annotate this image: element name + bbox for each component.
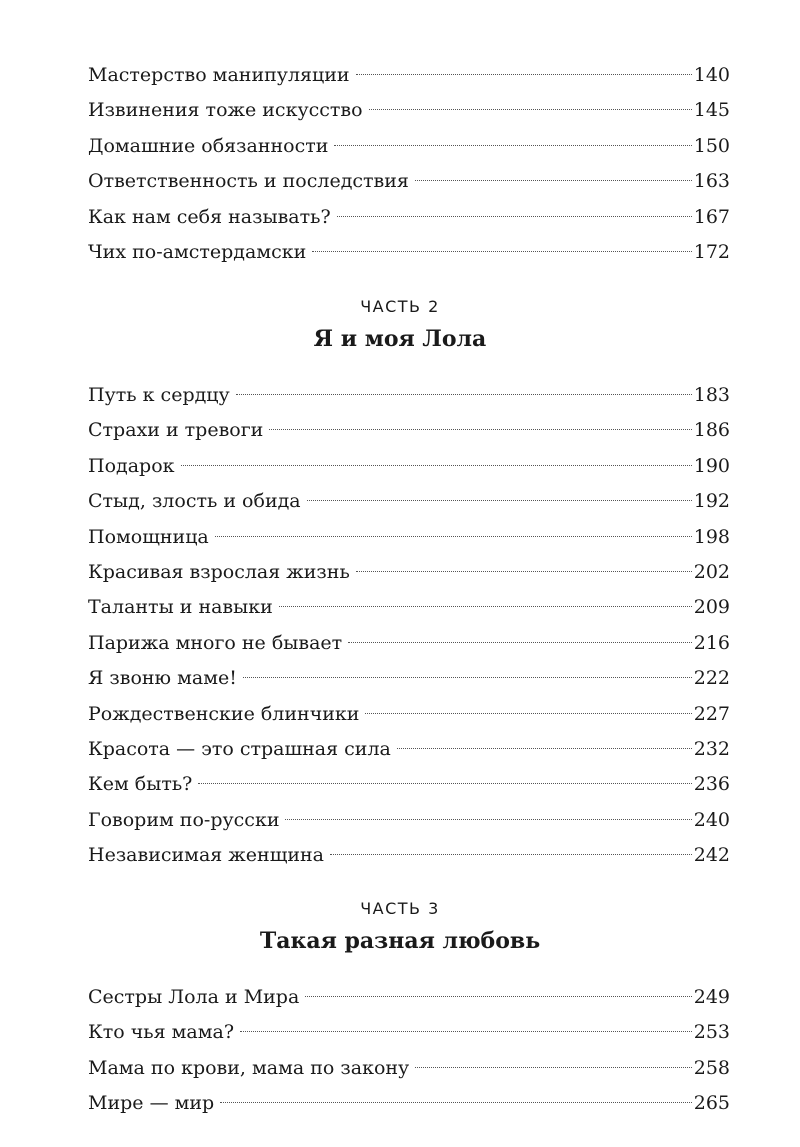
toc-leader-dots xyxy=(415,1067,692,1068)
toc-entry-title: Говорим по-русски xyxy=(88,808,280,831)
toc-entry[interactable] xyxy=(88,555,730,590)
toc-leader-dots xyxy=(236,394,692,395)
toc-leader-dots xyxy=(330,854,692,855)
toc-entry[interactable] xyxy=(88,661,730,696)
toc-entry[interactable] xyxy=(88,413,730,448)
toc-entry[interactable] xyxy=(88,767,730,802)
toc-entry[interactable] xyxy=(88,697,730,732)
toc-entry-title: Таланты и навыки xyxy=(88,596,273,619)
toc-entry-page: 167 xyxy=(693,205,730,228)
toc-entry-page: 249 xyxy=(693,986,730,1008)
toc-leader-dots xyxy=(285,819,691,820)
toc-entry[interactable] xyxy=(88,93,730,128)
toc-leader-dots xyxy=(240,1031,692,1032)
part-3-header xyxy=(0,898,800,956)
toc-entry-title: Мама по крови, мама по закону xyxy=(88,1056,410,1079)
toc-entry[interactable] xyxy=(88,626,730,661)
toc-entry[interactable] xyxy=(88,378,730,413)
part-3-title: Такая разная любовь xyxy=(259,928,541,954)
toc-entry-title: Ответственность и последствия xyxy=(88,170,409,193)
toc-entry[interactable] xyxy=(88,980,730,1015)
toc-leader-dots xyxy=(369,109,692,110)
toc-entry[interactable] xyxy=(88,1015,730,1050)
toc-entry-page: 216 xyxy=(693,631,730,654)
toc-entry-page: 222 xyxy=(693,667,730,690)
toc-entry-title: Кто чья мама? xyxy=(88,1021,235,1044)
toc-entry-title: Кем быть? xyxy=(88,773,193,796)
toc-entry[interactable] xyxy=(88,590,730,625)
toc-entry-title: Помощница xyxy=(88,525,209,548)
toc-leader-dots xyxy=(220,1102,692,1103)
toc-entry-title: Стыд, злость и обида xyxy=(88,490,301,513)
toc-entry[interactable] xyxy=(88,1086,730,1121)
toc-entry[interactable] xyxy=(88,803,730,838)
toc-entry[interactable] xyxy=(88,520,730,555)
toc-entry-page: 190 xyxy=(693,454,730,477)
toc-entry-page: 145 xyxy=(693,99,730,122)
toc-entry-page: 236 xyxy=(693,773,730,796)
toc-entry-title: Рождественские блинчики xyxy=(88,702,360,725)
toc-entry[interactable] xyxy=(88,200,730,235)
toc-leader-dots xyxy=(397,748,692,749)
toc-entry-page: 253 xyxy=(693,1021,730,1044)
toc-entry-page: 242 xyxy=(693,844,730,867)
toc-leader-dots xyxy=(356,74,692,75)
toc-entry[interactable] xyxy=(88,235,730,270)
toc-entry-page: 198 xyxy=(693,525,730,548)
toc-entry[interactable] xyxy=(88,164,730,199)
toc-entry-title: Красота — это страшная сила xyxy=(88,737,391,760)
toc-entry-title: Мастерство манипуляции xyxy=(88,64,350,86)
toc-leader-dots xyxy=(415,180,692,181)
toc-leader-dots xyxy=(312,251,691,252)
toc-entry-title: Подарок xyxy=(88,454,175,477)
toc-list-part-2 xyxy=(88,378,730,873)
toc-entry-title: Сестры Лола и Мира xyxy=(88,986,300,1008)
toc-entry-title: Чих по-амстердамски xyxy=(88,240,307,263)
toc-entry-title: Домашние обязанности xyxy=(88,134,329,157)
toc-leader-dots xyxy=(215,536,692,537)
toc-leader-dots xyxy=(334,145,691,146)
toc-entry-page: 232 xyxy=(693,737,730,760)
toc-leader-dots xyxy=(348,642,692,643)
toc-leader-dots xyxy=(198,783,691,784)
toc-entry-title: Красивая взрослая жизнь xyxy=(88,560,350,583)
toc-entry[interactable] xyxy=(88,1051,730,1086)
toc-entry-title: Независимая женщина xyxy=(88,844,325,867)
toc-entry-page: 140 xyxy=(693,64,730,86)
part-3-label: ЧАСТЬ 3 xyxy=(360,899,440,918)
toc-entry[interactable] xyxy=(88,449,730,484)
toc-list-part-3 xyxy=(88,980,730,1122)
toc-entry[interactable] xyxy=(88,129,730,164)
toc-entry-title: Парижа много не бывает xyxy=(88,631,343,654)
toc-list-previous xyxy=(88,58,730,270)
toc-entry-page: 209 xyxy=(693,596,730,619)
toc-entry[interactable] xyxy=(88,58,730,93)
toc-entry-page: 163 xyxy=(693,170,730,193)
toc-entry-page: 192 xyxy=(693,490,730,513)
toc-leader-dots xyxy=(365,713,691,714)
toc-entry-page: 258 xyxy=(693,1056,730,1079)
part-2-label: ЧАСТЬ 2 xyxy=(360,297,440,316)
toc-entry-title: Я звоню маме! xyxy=(88,667,237,690)
toc-entry-title: Путь к сердцу xyxy=(88,384,230,406)
toc-entry-page: 202 xyxy=(693,560,730,583)
toc-entry-page: 183 xyxy=(693,384,730,406)
toc-entry-title: Как нам себя называть? xyxy=(88,205,331,228)
toc-leader-dots xyxy=(305,996,691,997)
toc-entry-page: 186 xyxy=(693,419,730,442)
toc-leader-dots xyxy=(181,465,692,466)
toc-leader-dots xyxy=(307,500,692,501)
toc-leader-dots xyxy=(243,677,692,678)
toc-entry-page: 150 xyxy=(693,134,730,157)
toc-entry-page: 172 xyxy=(693,240,730,263)
toc-leader-dots xyxy=(279,606,692,607)
toc-leader-dots xyxy=(269,429,691,430)
toc-entry-page: 265 xyxy=(693,1092,730,1115)
toc-leader-dots xyxy=(356,571,692,572)
part-2-header xyxy=(0,296,800,354)
toc-entry-page: 227 xyxy=(693,702,730,725)
toc-entry-title: Страхи и тревоги xyxy=(88,419,264,442)
toc-leader-dots xyxy=(337,216,692,217)
toc-entry[interactable] xyxy=(88,732,730,767)
toc-entry[interactable] xyxy=(88,484,730,519)
toc-entry[interactable] xyxy=(88,838,730,873)
part-2-title: Я и моя Лола xyxy=(313,326,487,352)
toc-entry-title: Мире — мир xyxy=(88,1092,215,1115)
toc-entry-title: Извинения тоже искусство xyxy=(88,99,363,122)
toc-entry-page: 240 xyxy=(693,808,730,831)
